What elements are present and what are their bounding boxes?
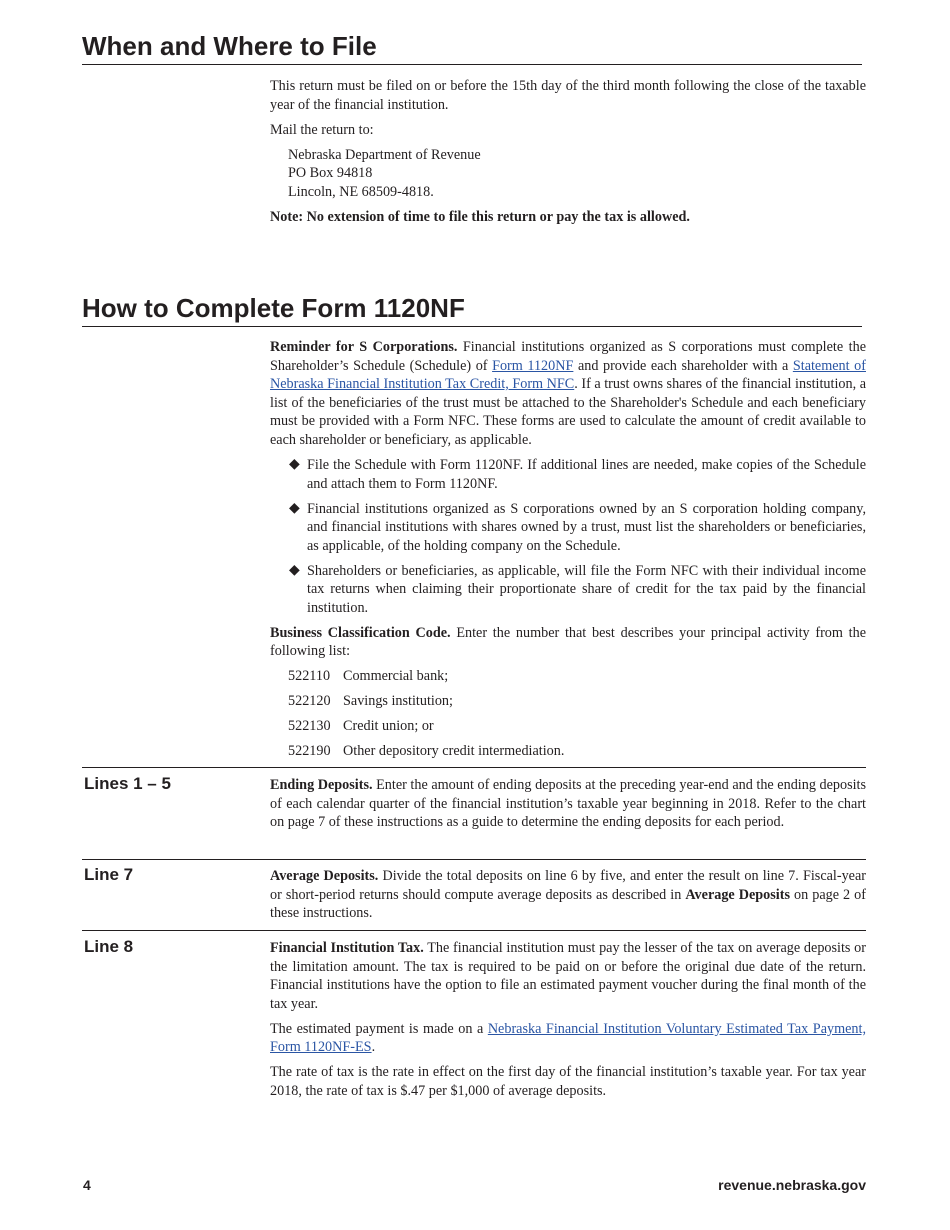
form-nfc-link[interactable]: Statement of Nebraska Financial Institution Tax Credit, Form NFC bbox=[270, 357, 866, 393]
section-divider bbox=[82, 859, 866, 860]
code-number: 522190 bbox=[288, 743, 331, 760]
how-to-heading: How to Complete Form 1120NF bbox=[82, 293, 862, 327]
tax-rate-text: The rate of tax is the rate in effect on the first day of the financial institution’s taxable year. For tax year 2018, the rate of tax is $.47 per $1,000 of average deposits. bbox=[270, 1064, 866, 1099]
address-line: PO Box 94818 bbox=[288, 165, 373, 182]
code-number: 522110 bbox=[288, 668, 331, 685]
code-label: Commercial bank; bbox=[343, 668, 449, 685]
filing-deadline-text: This return must be filed on or before the 15th day of the third month following the close of the taxable year of the financial institution. bbox=[270, 78, 866, 113]
diamond-bullet-icon: ◆ bbox=[289, 456, 300, 472]
diamond-bullet-icon: ◆ bbox=[289, 562, 300, 578]
s-corp-reminder bbox=[270, 338, 866, 450]
list-item bbox=[270, 500, 866, 556]
s-corp-title: Reminder for S Corporations. bbox=[270, 339, 458, 355]
financial-institution-tax-description: The financial institution must pay the lesser of the tax on average deposits or the limitation amount. The tax is required to be paid on or before the original due date of the return. Financial institutions have the option to file an estimated payment voucher during the final month of the tax year. bbox=[270, 940, 866, 1012]
ending-deposits-text bbox=[270, 776, 866, 832]
list-item bbox=[270, 562, 866, 618]
form-1120nf-link[interactable]: Form 1120NF bbox=[492, 357, 574, 374]
average-deposits-reference: Average Deposits bbox=[685, 886, 790, 903]
average-deposits-description: Divide the total deposits on line 6 by five, and enter the result on line 7. Fiscal-year or short-period returns should compute average deposits as described in bbox=[270, 868, 866, 903]
classification-code-row bbox=[270, 742, 866, 761]
diamond-bullet-icon: ◆ bbox=[289, 500, 300, 516]
code-label: Savings institution; bbox=[343, 693, 453, 710]
ending-deposits-title: Ending Deposits. bbox=[270, 777, 373, 793]
code-label: Credit union; or bbox=[343, 718, 434, 735]
code-label: Other depository credit intermediation. bbox=[343, 743, 565, 760]
mailing-address bbox=[270, 146, 866, 202]
line-7-body bbox=[270, 867, 866, 923]
bullet-text: Financial institutions organized as S corporations owned by an S corporation holding company, and financial institutions with shares owned by a trust, must list the shareholders or beneficiaries, as applicable, of the holding company on the Schedule. bbox=[307, 500, 866, 554]
no-extension-note bbox=[270, 208, 866, 227]
s-corp-bullet-list bbox=[270, 456, 866, 618]
when-where-heading: When and Where to File bbox=[82, 31, 862, 65]
section-divider bbox=[82, 767, 866, 768]
business-classification-code bbox=[270, 624, 866, 661]
when-where-body bbox=[270, 77, 866, 226]
bullet-text: Shareholders or beneficiaries, as applicable, will file the Form NFC with their individual income tax returns when claiming their proportionate share of credit for the tax paid by the financial institution. bbox=[307, 562, 866, 616]
bcc-title: Business Classification Code. bbox=[270, 624, 451, 641]
estimated-payment-end: . bbox=[371, 1039, 376, 1056]
address-line: Nebraska Department of Revenue bbox=[288, 146, 481, 163]
average-deposits-description: on page 2 of these instructions. bbox=[270, 886, 866, 922]
average-deposits-title: Average Deposits. bbox=[270, 868, 379, 884]
financial-institution-tax-title: Financial Institution Tax. bbox=[270, 940, 424, 956]
line-7-label: Line 7 bbox=[84, 865, 134, 884]
website-url: revenue.nebraska.gov bbox=[718, 1177, 866, 1193]
code-number: 522130 bbox=[288, 718, 331, 735]
s-corp-text: Financial institutions organized as S corporations must complete the Shareholder’s Schedule (Schedule) of bbox=[270, 339, 866, 374]
s-corp-text: and provide each shareholder with a bbox=[573, 357, 793, 374]
section-divider bbox=[82, 930, 866, 931]
s-corp-text: . If a trust owns shares of the financial institution, a list of the beneficiaries of the trust must be attached to the Shareholder's Schedule and each beneficiary must be provided with a Form NFC. These forms are used to calculate the amount of credit available to each shareholder or beneficiary, as applicable. bbox=[270, 376, 866, 448]
lines-1-5-body bbox=[270, 776, 866, 832]
classification-code-row bbox=[270, 692, 866, 711]
bcc-text: Enter the number that best describes your principal activity from the following list: bbox=[270, 624, 867, 660]
mail-intro-text: Mail the return to: bbox=[270, 121, 374, 138]
code-number: 522120 bbox=[288, 693, 331, 710]
classification-code-row bbox=[270, 667, 866, 686]
form-1120nf-es-link[interactable]: Nebraska Financial Institution Voluntary Estimated Tax Payment, Form 1120NF-ES bbox=[270, 1020, 866, 1056]
estimated-payment-intro: The estimated payment is made on a bbox=[270, 1020, 488, 1037]
ending-deposits-description: Enter the amount of ending deposits at the preceding year-end and the ending deposits of each calendar quarter of the financial institution’s taxable year beginning in 2018. Refer to the chart on page 7 of these instructions as a guide to determine the ending deposits for each period. bbox=[270, 777, 867, 831]
line-8-label: Line 8 bbox=[84, 937, 134, 956]
note-text: Note: No extension of time to file this return or pay the tax is allowed. bbox=[270, 208, 690, 225]
line-8-body bbox=[270, 939, 866, 1101]
financial-institution-tax-text bbox=[270, 939, 866, 1013]
classification-code-row bbox=[270, 717, 866, 736]
lines-1-5-label: Lines 1 – 5 bbox=[84, 774, 171, 793]
list-item bbox=[270, 456, 866, 493]
address-line: Lincoln, NE 68509-4818. bbox=[288, 183, 434, 200]
page-number: 4 bbox=[83, 1177, 91, 1193]
average-deposits-text bbox=[270, 867, 866, 923]
how-to-body bbox=[270, 338, 866, 767]
estimated-payment-text bbox=[270, 1020, 866, 1057]
bullet-text: File the Schedule with Form 1120NF. If additional lines are needed, make copies of the Schedule and attach them to Form 1120NF. bbox=[307, 456, 866, 492]
